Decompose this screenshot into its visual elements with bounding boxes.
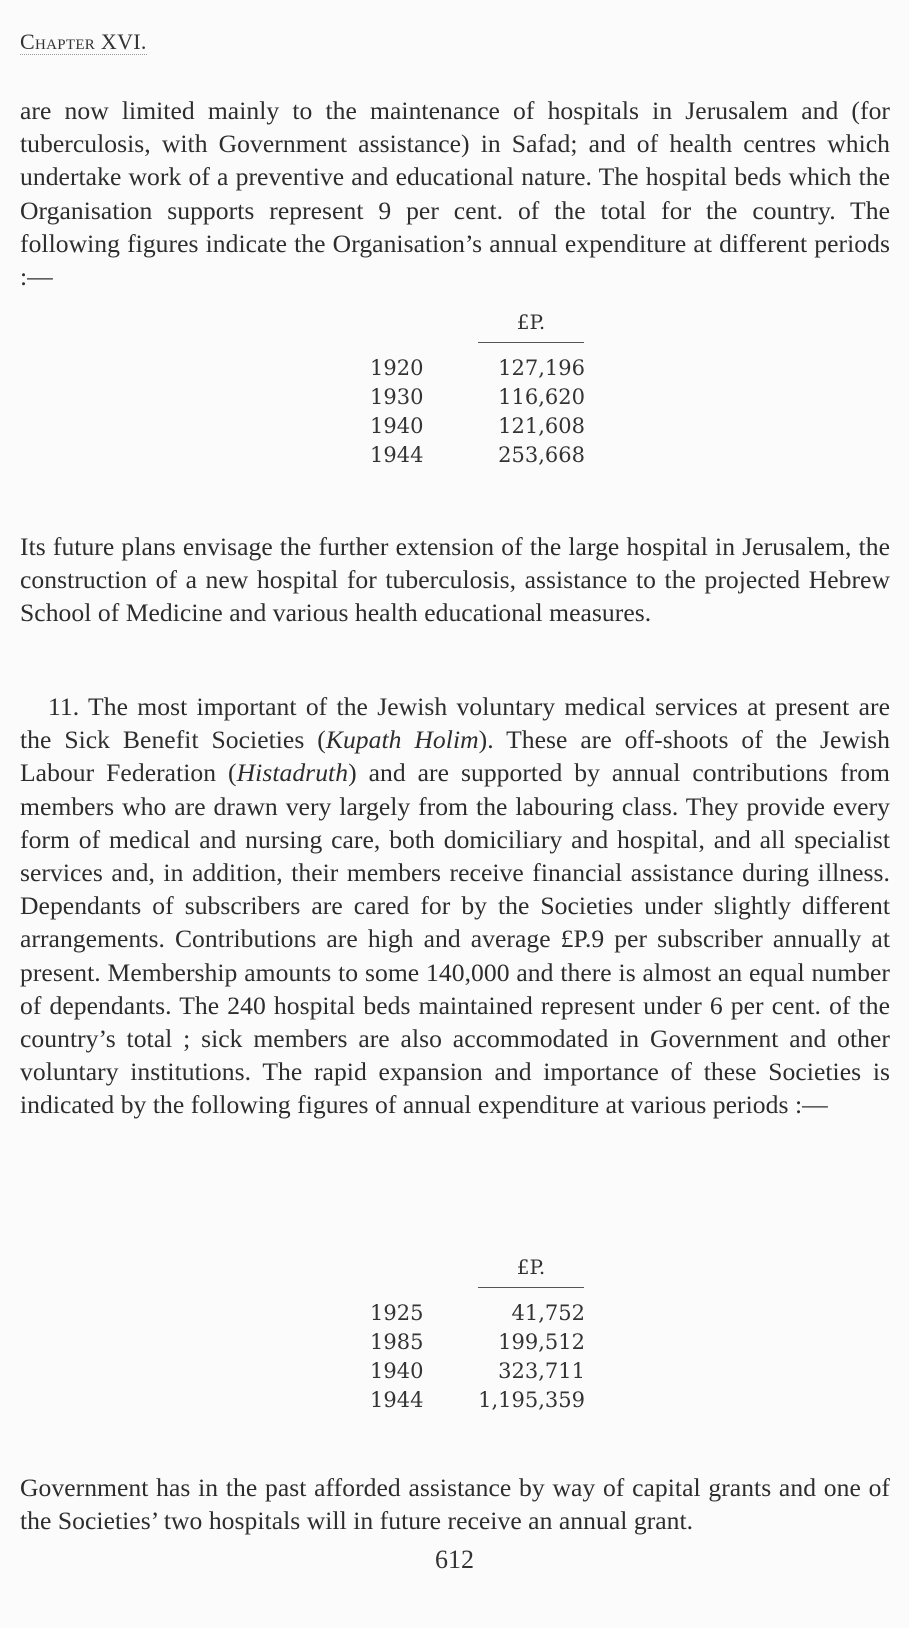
- expenditure-table-organisation: [370, 310, 700, 480]
- page-number: 612: [435, 1545, 474, 1574]
- table-row: [370, 441, 700, 470]
- table-amount: 127,196: [498, 356, 585, 380]
- table-row: [370, 1299, 730, 1328]
- table-row: [370, 354, 700, 383]
- paragraph-text: [20, 690, 890, 1122]
- expenditure-table-societies: [370, 1255, 730, 1425]
- italic-term-histadruth: Histadruth: [236, 758, 349, 788]
- table-row: [370, 1328, 730, 1357]
- paragraph-text: Government has in the past afforded assistance by way of capital grants and one of the Societies’ two hospitals will in future receive an annual grant.: [20, 1473, 890, 1536]
- paragraph-organisation: [20, 94, 890, 293]
- table-amount: 253,668: [498, 443, 585, 467]
- table-row: [370, 412, 700, 441]
- paragraph-text-segment: ). These are off-shoots of the Jewish Labour Federation (: [20, 725, 890, 788]
- table-amount: 41,752: [511, 1301, 585, 1325]
- table-year: 1944: [370, 1388, 424, 1412]
- table-row: [370, 1386, 730, 1415]
- table-year: 1985: [370, 1330, 424, 1354]
- table-year: 1930: [370, 385, 424, 409]
- table-unit-header: £P.: [516, 1255, 546, 1279]
- table-row: [370, 1357, 730, 1386]
- table-year: 1920: [370, 356, 424, 380]
- paragraph-text-segment: ) and are supported by annual contributions from members who are drawn very largely from the labouring class. They provide every form of medical and nursing care, both domiciliary and hospital, and all specialist services and, in addition, their members receive financial assistance during illness. Dependants of subscribers are cared for by the Societies under slightly different arrangements. Contributions are high and average £P.9 per subscriber annually at present. Membership amounts to some 140,000 and there is almost an equal number of dependants. The 240 hospital beds maintained represent under 6 per cent. of the country’s total ; sick members are also accommodated in Government and other voluntary institutions. The rapid expansion and importance of these Societies is indicated by the following figures of annual expenditure at various periods :—: [20, 758, 891, 1120]
- paragraph-text-segment: 11. The most important of the Jewish voluntary medical services at present are the Sick Benefit Societies (: [20, 692, 890, 755]
- table-amount: 323,711: [498, 1359, 585, 1383]
- table-year: 1940: [370, 1359, 424, 1383]
- table-amount: 116,620: [498, 385, 585, 409]
- table-amount: 199,512: [498, 1330, 585, 1354]
- table-amount: 121,608: [498, 414, 585, 438]
- running-head: Chapter XVI.: [20, 29, 147, 54]
- table-header-rule: [478, 1287, 584, 1288]
- table-amount: 1,195,359: [478, 1388, 585, 1412]
- table-year: 1925: [370, 1301, 424, 1325]
- table-header-rule: [478, 342, 584, 343]
- paragraph-sick-benefit-societies: [20, 690, 890, 1122]
- paragraph-future-plans: [20, 530, 890, 630]
- table-year: 1944: [370, 443, 424, 467]
- paragraph-government-assistance: [20, 1471, 890, 1537]
- paragraph-text: are now limited mainly to the maintenance of hospitals in Jerusalem and (for tuberculosis, with Government assistance) in Safad; and of health centres which undertake work of a preventive and educational nature. The hospital beds which the Organisation supports represent 9 per cent. of the total for the country. The following figures indicate the Organisation’s annual expenditure at different periods :—: [20, 96, 890, 292]
- paragraph-text: Its future plans envisage the further extension of the large hospital in Jerusalem, the construction of a new hospital for tuberculosis, assistance to the projected Hebrew School of Medicine and various health educational measures.: [20, 532, 890, 628]
- italic-term-kupath-holim: Kupath Holim: [325, 725, 479, 755]
- table-unit-header: £P.: [516, 310, 546, 334]
- table-year: 1940: [370, 414, 424, 438]
- table-row: [370, 383, 700, 412]
